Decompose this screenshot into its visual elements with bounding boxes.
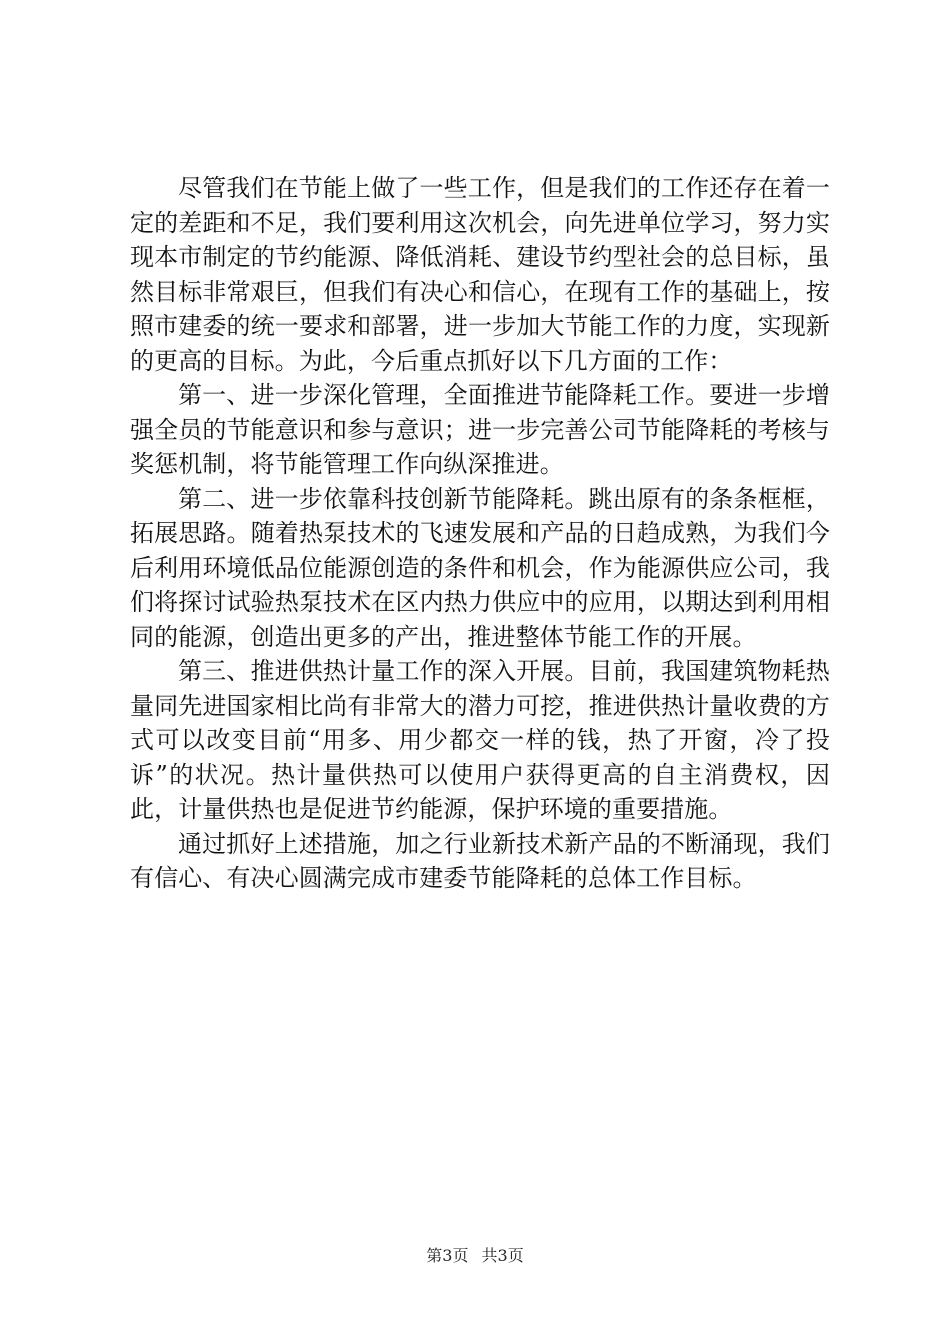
document-body	[130, 171, 830, 896]
page-footer	[0, 1243, 950, 1266]
paragraph-point-two: 第二、进一步依靠科技创新节能降耗。跳出原有的条条框框，拓展思路。随着热泵技术的飞速发展和产品的日趋成熟，为我们今后利用环境低品位能源创造的条件和机会，作为能源供应公司，我们将探讨试验热泵技术在区内热力供应中的应用，以期达到利用相同的能源，创造出更多的产出，推进整体节能工作的开展。	[130, 484, 830, 651]
paragraph-conclusion: 通过抓好上述措施，加之行业新技术新产品的不断涌现，我们有信心、有决心圆满完成市建委节能降耗的总体工作目标。	[130, 829, 830, 892]
page-number-total: 共3页	[481, 1246, 524, 1265]
paragraph-point-three: 第三、推进供热计量工作的深入开展。目前，我国建筑物耗热量同先进国家相比尚有非常大的潜力可挖，推进供热计量收费的方式可以改变目前“用多、用少都交一样的钱，热了开窗，冷了投诉”的状况。热计量供热可以使用户获得更高的自主消费权，因此，计量供热也是促进节约能源，保护环境的重要措施。	[130, 657, 830, 823]
page-number-current: 第3页	[426, 1246, 469, 1265]
paragraph-point-one: 第一、进一步深化管理，全面推进节能降耗工作。要进一步增强全员的节能意识和参与意识；进一步完善公司节能降耗的考核与奖惩机制，将节能管理工作向纵深推进。	[130, 381, 830, 478]
paragraph-intro: 尽管我们在节能上做了一些工作，但是我们的工作还存在着一定的差距和不足，我们要利用这次机会，向先进单位学习，努力实现本市制定的节约能源、降低消耗、建设节约型社会的总目标，虽然目标非常艰巨，但我们有决心和信心，在现有工作的基础上，按照市建委的统一要求和部署，进一步加大节能工作的力度，实现新的更高的目标。为此，今后重点抓好以下几方面的工作：	[130, 174, 830, 375]
